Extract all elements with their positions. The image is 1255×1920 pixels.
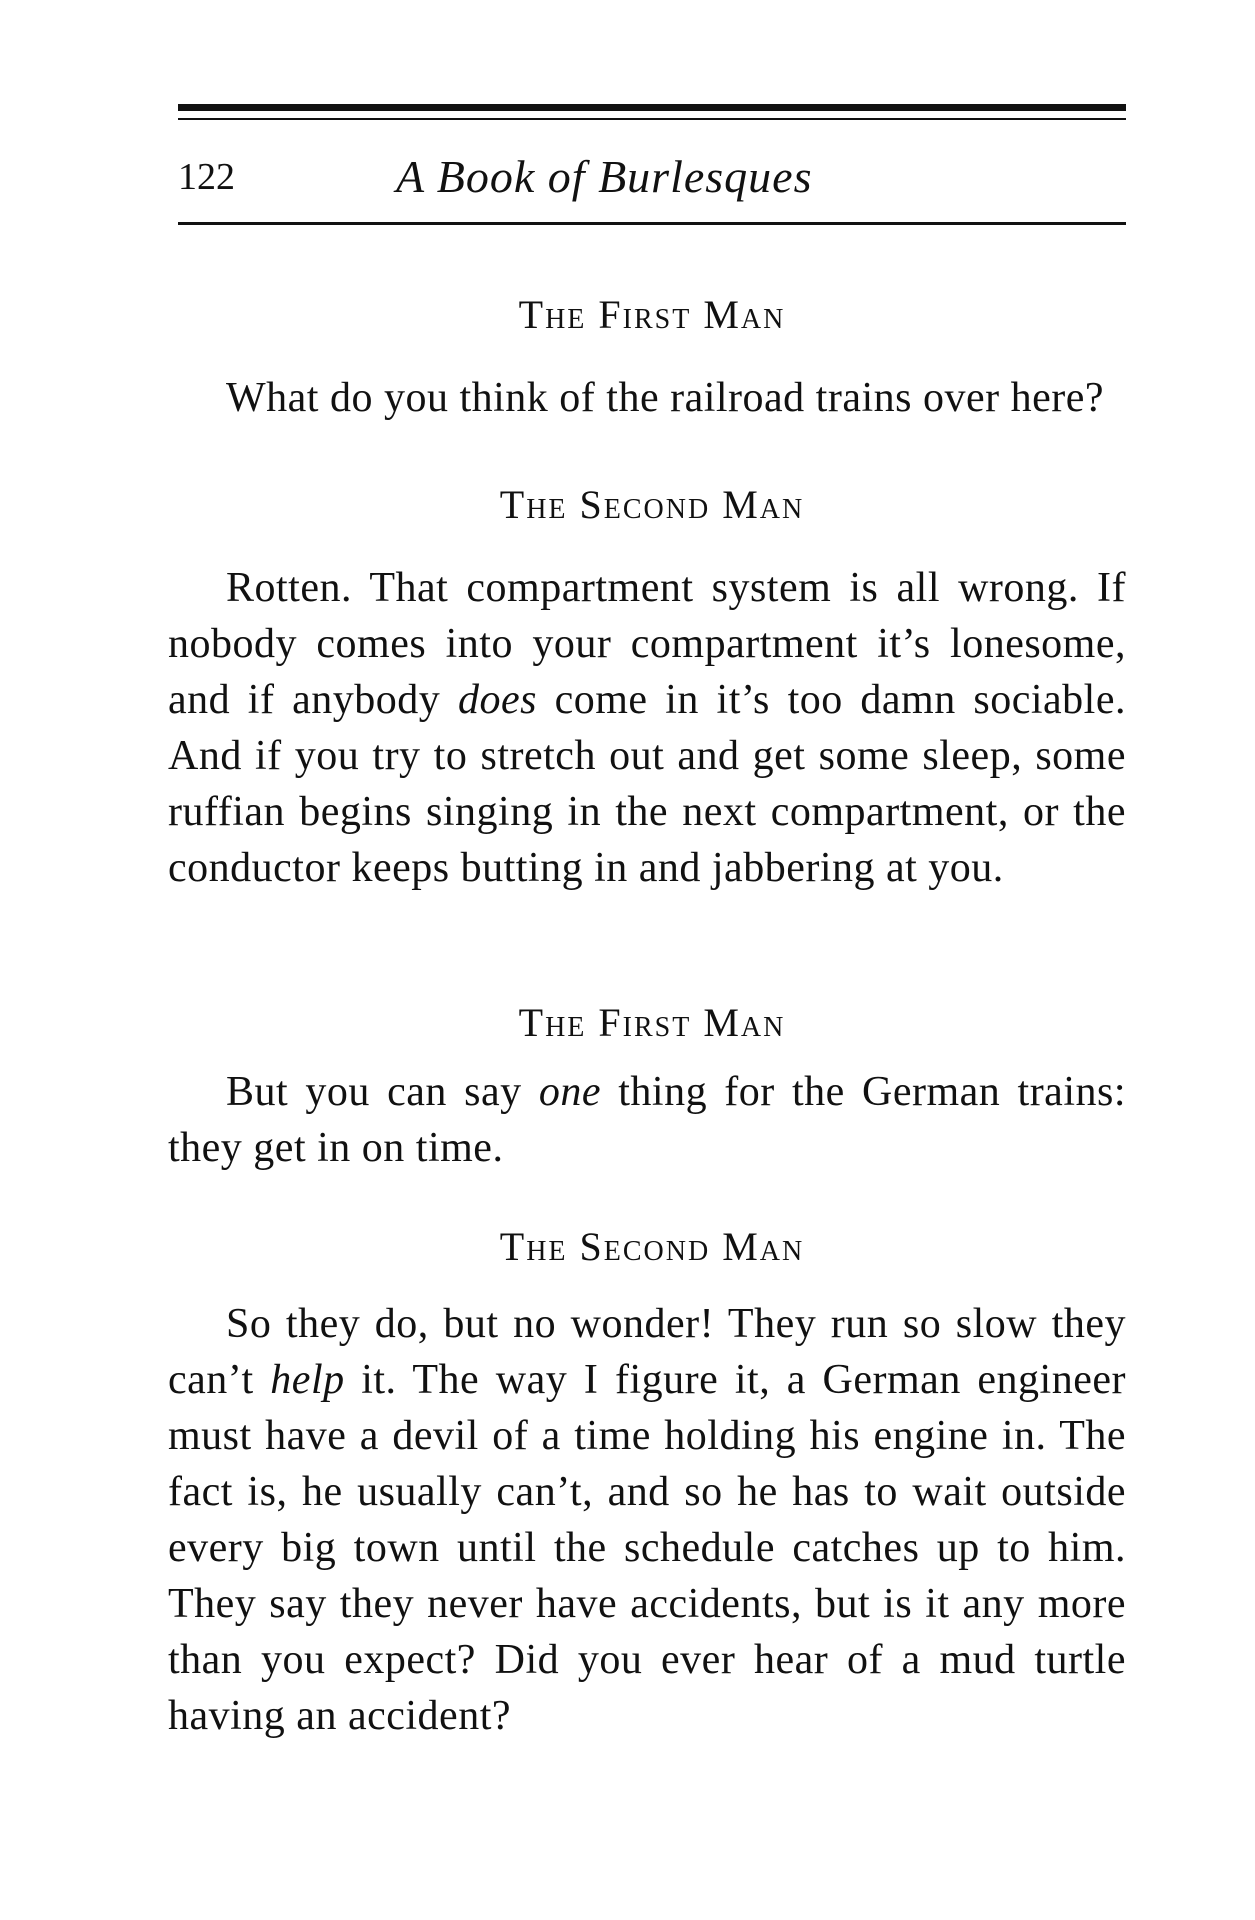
speech-text: thing for the German trains: they get in on time.: [168, 1069, 1127, 1171]
speaker-heading: The Second Man: [499, 482, 805, 527]
speech-paragraph: [168, 560, 1126, 896]
speech-text: What do you think of the railroad trains over here?: [226, 375, 1105, 421]
running-header: [178, 150, 1126, 210]
speech-emphasis: one: [538, 1069, 602, 1115]
top-double-rule-thick: [178, 104, 1126, 111]
speech-paragraph: [168, 1296, 1126, 1744]
speech-paragraph: [168, 1064, 1126, 1176]
speech-text: So they do, but no wonder! They run so slow they can’t: [168, 1301, 1126, 1403]
speech-text: it. The way I figure it, a German engineer must have a devil of a time holding his engine in. The fact is, he usually can’t, and so he has to wait outside every big town until the schedule catches up to him. They say they never have accidents, but is it any more than you expect? Did you ever hear of a mud turtle having an accident?: [168, 1357, 1126, 1739]
speaker-heading: The Second Man: [499, 1224, 805, 1269]
top-double-rule-thin: [178, 118, 1126, 120]
speech-text: come in it’s too damn sociable. And if you try to stretch out and get some sleep, some ruffian begins singing in the next compartment, or the conductor keeps butting in and jabbering at you.: [168, 677, 1126, 891]
speech-paragraph: [168, 370, 1126, 426]
header-rule: [178, 222, 1126, 225]
speech-text: Rotten. That compartment system is all wrong. If nobody comes into your compartment it’s lonesome, and if anybody: [168, 565, 1126, 723]
speaker-heading: The First Man: [518, 292, 786, 337]
speaker-heading: The First Man: [518, 1000, 786, 1045]
running-title: A Book of Burlesques: [396, 151, 813, 202]
speech-text: But you can say: [226, 1069, 539, 1115]
page-number: 122: [178, 156, 235, 198]
speech-emphasis: does: [457, 677, 537, 723]
speech-emphasis: help: [270, 1357, 345, 1403]
